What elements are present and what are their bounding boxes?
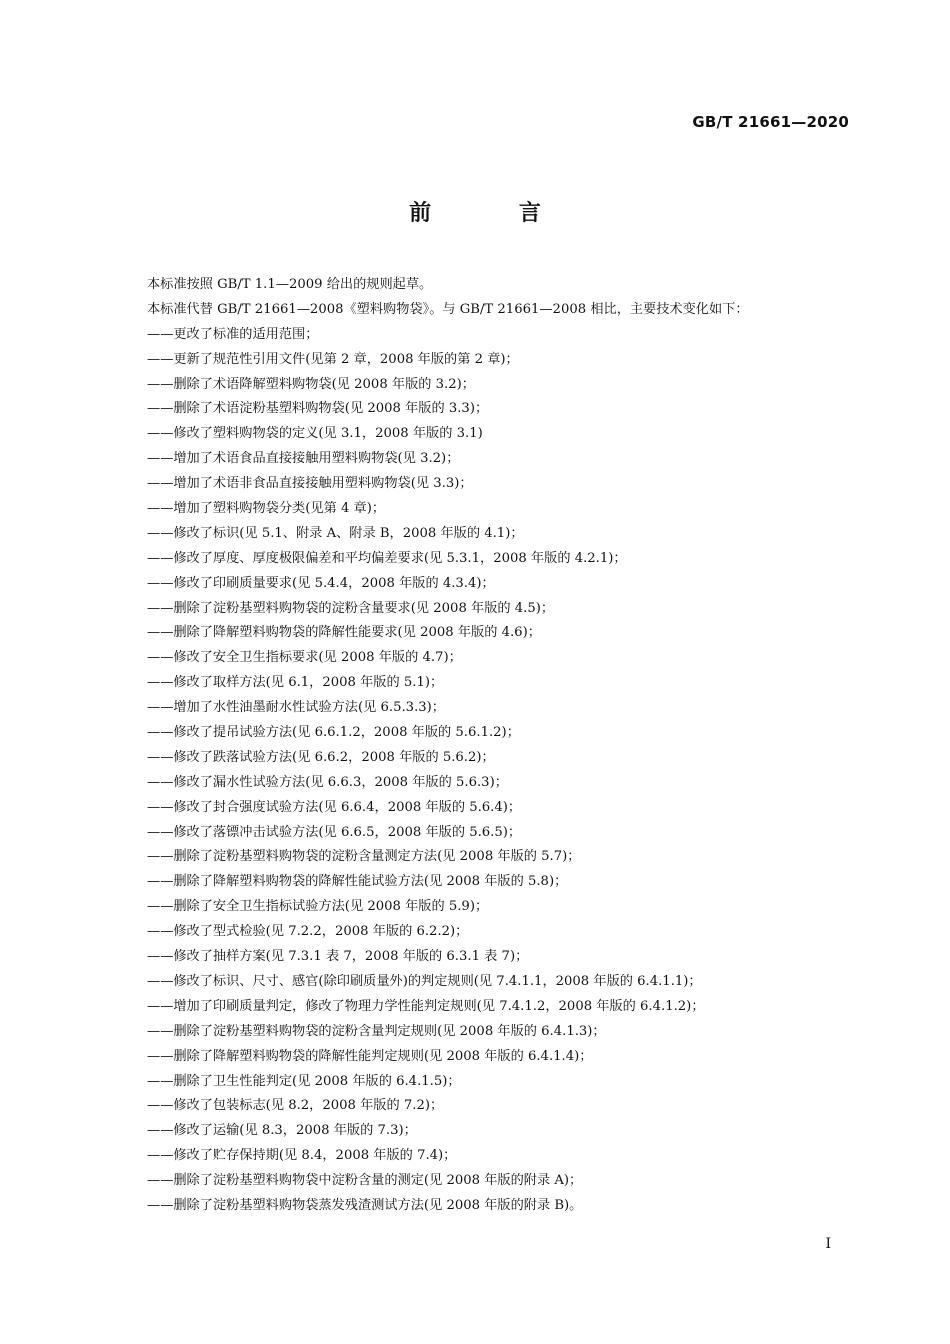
change-item: ——修改了跌落试验方法(见 6.6.2，2008 年版的 5.6.2)； [147,749,495,765]
change-item: ——修改了标识(见 5.1、附录 A、附录 B，2008 年版的 4.1)； [147,525,524,541]
standard-code: GB/T 21661—2020 [692,113,849,131]
change-item: ——增加了术语食品直接接触用塑料购物袋(见 3.2)； [147,451,460,467]
change-item: ——删除了降解塑料购物袋的降解性能试验方法(见 2008 年版的 5.8)； [147,874,568,890]
change-item: ——更改了标准的适用范围； [147,326,319,342]
change-item: ——修改了落镖冲击试验方法(见 6.6.5，2008 年版的 5.6.5)； [147,824,522,840]
change-item: ——修改了贮存保持期(见 8.4，2008 年版的 7.4)； [147,1148,457,1164]
change-item: ——修改了厚度、厚度极限偏差和平均偏差要求(见 5.3.1，2008 年版的 4.2.1)； [147,550,627,566]
change-item: ——删除了降解塑料购物袋的降解性能判定规则(见 2008 年版的 6.4.1.4)； [147,1048,593,1064]
change-item: ——修改了封合强度试验方法(见 6.6.4，2008 年版的 5.6.4)； [147,799,522,815]
change-item: ——删除了淀粉基塑料购物袋中淀粉含量的测定(见 2008 年版的附录 A)； [147,1173,583,1189]
change-item: ——修改了包装标志(见 8.2，2008 年版的 7.2)； [147,1098,444,1114]
change-item: ——修改了安全卫生指标要求(见 2008 年版的 4.7)； [147,650,462,666]
change-item: ——删除了卫生性能判定(见 2008 年版的 6.4.1.5)； [147,1073,461,1089]
change-item: ——修改了印刷质量要求(见 5.4.4，2008 年版的 4.3.4)； [147,575,495,591]
change-item: ——修改了抽样方案(见 7.3.1 表 7，2008 年版的 6.3.1 表 7)； [147,949,529,965]
page-number: I [825,1236,831,1252]
foreword-body [147,273,867,1219]
change-item: ——修改了提吊试验方法(见 6.6.1.2，2008 年版的 5.6.1.2)； [147,725,520,741]
change-item: ——删除了安全卫生指标试验方法(见 2008 年版的 5.9)； [147,899,489,915]
change-item: ——增加了水性油墨耐水性试验方法(见 6.5.3.3)； [147,700,445,716]
intro-paragraph: 本标准代替 GB/T 21661—2008《塑料购物袋》。与 GB/T 21661—2008 相比，主要技术变化如下： [147,301,749,317]
change-item: ——修改了塑料购物袋的定义(见 3.1，2008 年版的 3.1) [147,426,483,442]
change-item: ——修改了漏水性试验方法(见 6.6.3，2008 年版的 5.6.3)； [147,774,508,790]
change-item: ——删除了淀粉基塑料购物袋蒸发残渣测试方法(见 2008 年版的附录 B)。 [147,1197,583,1213]
change-item: ——删除了淀粉基塑料购物袋的淀粉含量要求(见 2008 年版的 4.5)； [147,600,555,616]
change-item: ——修改了型式检验(见 7.2.2，2008 年版的 6.2.2)； [147,924,469,940]
change-item: ——增加了印刷质量判定，修改了物理力学性能判定规则(见 7.4.1.2，2008 年版的 6.4.1.2)； [147,998,705,1014]
change-item: ——删除了降解塑料购物袋的降解性能要求(见 2008 年版的 4.6)； [147,625,541,641]
change-item: ——增加了塑料购物袋分类(见第 4 章)； [147,501,386,517]
change-item: ——修改了取样方法(见 6.1，2008 年版的 5.1)； [147,675,444,691]
change-item: ——删除了术语淀粉基塑料购物袋(见 2008 年版的 3.3)； [147,401,489,417]
page-title: 前 言 [409,201,581,226]
change-item: ——更新了规范性引用文件(见第 2 章，2008 年版的第 2 章)； [147,351,519,367]
change-item: ——修改了标识、尺寸、感官(除印刷质量外)的判定规则(见 7.4.1.1，2008 年版的 6.4.1.1)； [147,973,702,989]
change-item: ——增加了术语非食品直接接触用塑料购物袋(见 3.3)； [147,476,473,492]
change-item: ——删除了淀粉基塑料购物袋的淀粉含量判定规则(见 2008 年版的 6.4.1.3)； [147,1023,606,1039]
changes-list [147,323,867,1219]
intro-paragraph: 本标准按照 GB/T 1.1—2009 给出的规则起草。 [147,277,433,292]
change-item: ——修改了运输(见 8.3，2008 年版的 7.3)； [147,1123,417,1139]
change-item: ——删除了淀粉基塑料购物袋的淀粉含量测定方法(见 2008 年版的 5.7)； [147,849,581,865]
change-item: ——删除了术语降解塑料购物袋(见 2008 年版的 3.2)； [147,376,475,392]
